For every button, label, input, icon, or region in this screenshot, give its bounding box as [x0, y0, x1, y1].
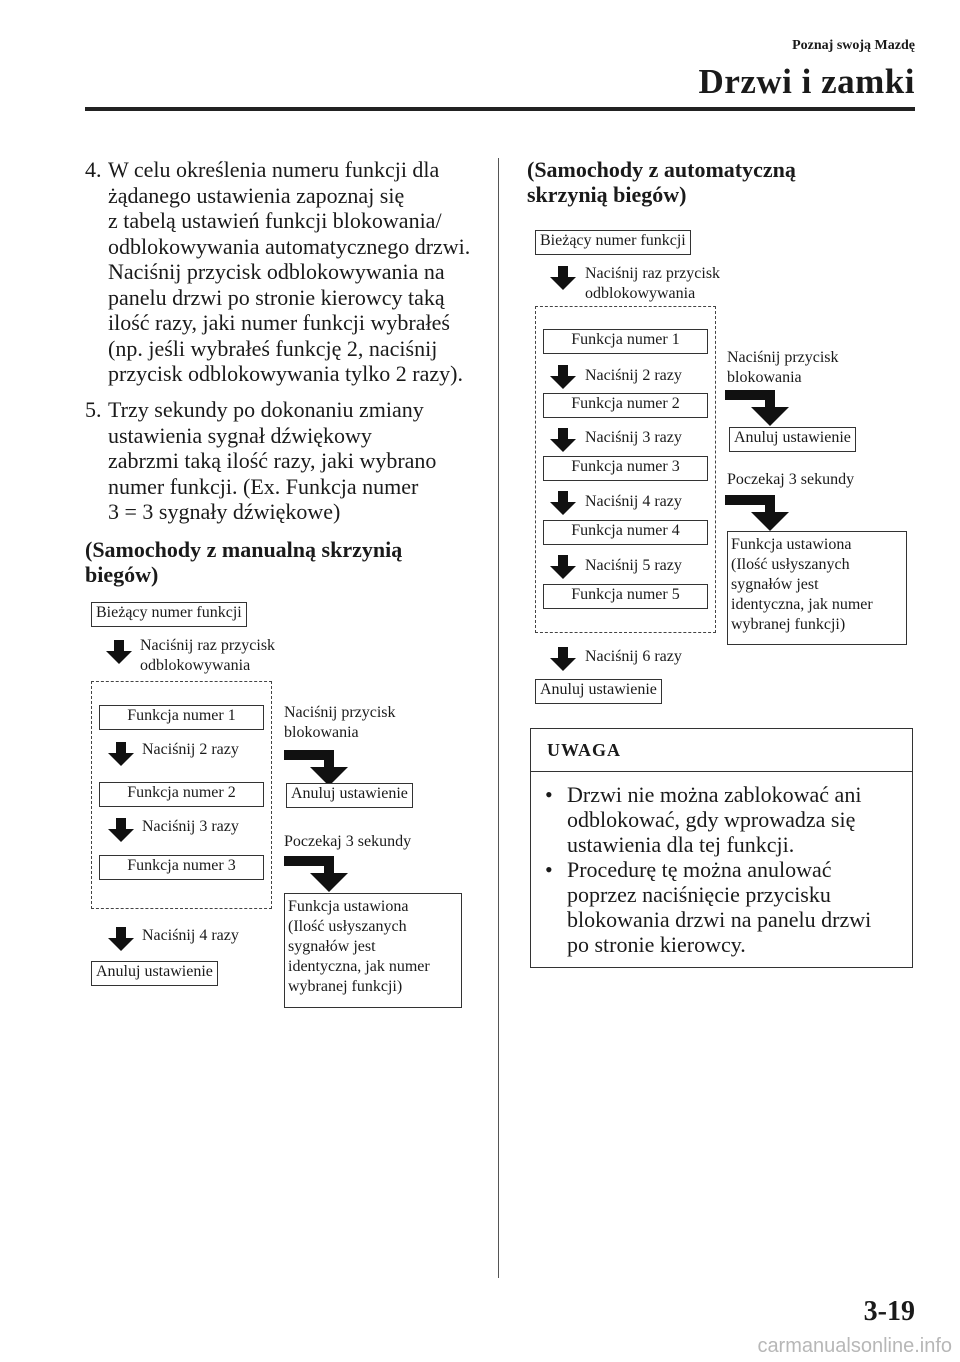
arrow-down-icon [108, 927, 134, 951]
manual-current-function-box: Bieżący numer funkcji [91, 602, 247, 627]
step-line: W celu określenia numeru funkcji dla [108, 157, 440, 182]
note-line: Drzwi nie można zablokować ani [567, 782, 862, 807]
auto-current-function-box: Bieżący numer funkcji [535, 230, 691, 255]
manual-press-2: Naciśnij 2 razy [142, 741, 239, 758]
auto-function-1-box: Funkcja numer 1 [543, 329, 708, 354]
label-line: Funkcja ustawiona [288, 898, 409, 915]
auto-wait-label: Poczekaj 3 sekundy [727, 471, 855, 488]
note-list [531, 772, 912, 957]
label-line: (Ilość usłyszanych [288, 918, 407, 935]
step-line: (np. jeśli wybrałeś funkcję 2, naciśnij [108, 335, 438, 361]
arrow-down-icon [550, 555, 576, 579]
bullet-icon: • [545, 857, 553, 882]
arrow-down-icon [108, 818, 134, 842]
label-line: odblokowywania [140, 657, 251, 674]
auto-press-3: Naciśnij 3 razy [585, 429, 682, 446]
auto-press-5: Naciśnij 5 razy [585, 557, 682, 574]
label-line: odblokowywania [585, 285, 696, 302]
arrow-down-icon [108, 742, 134, 766]
arrow-down-icon [550, 491, 576, 515]
heading-line: biegów) [85, 562, 159, 587]
page-number: 3-19 [863, 1296, 915, 1327]
auto-press-once [585, 264, 720, 304]
heading-line: (Samochody z automatyczną [527, 157, 796, 182]
note-item [531, 857, 912, 957]
label-line: wybranej funkcji) [731, 616, 846, 633]
elbow-arrow-icon [725, 487, 805, 531]
auto-function-set-box [727, 531, 907, 645]
manual-function-2-box: Funkcja numer 2 [99, 782, 264, 807]
step-number: 4. [85, 157, 102, 182]
manual-cancel-bottom-box: Anuluj ustawienie [91, 961, 218, 986]
heading-line: (Samochody z manualną skrzynią [85, 537, 403, 562]
step-line: panelu drzwi po stronie kierowcy taką [108, 284, 445, 310]
manual-wait-label: Poczekaj 3 sekundy [284, 833, 412, 850]
arrow-down-icon [106, 640, 132, 664]
label-line: identyczna, jak numer [288, 958, 430, 975]
step-line: przycisk odblokowywania tylko 2 razy). [108, 361, 463, 386]
step-line: 3 = 3 sygnały dźwiękowe) [108, 499, 341, 524]
step-line: odblokowywania automatycznego drzwi. [108, 233, 471, 259]
label-line: wybranej funkcji) [288, 978, 403, 995]
heading-line: skrzynią biegów) [527, 182, 687, 207]
step-line: Trzy sekundy po dokonaniu zmiany [108, 397, 424, 422]
label-line: blokowania [727, 369, 802, 386]
manual-press-once [140, 636, 275, 676]
label-line: Naciśnij przycisk [284, 704, 396, 721]
manual-function-set-box [284, 893, 462, 1008]
label-line: Naciśnij raz przycisk [140, 637, 276, 654]
step-line: zabrzmi taką ilość razy, jaki wybrano [108, 448, 437, 473]
manual-cancel-right-box: Anuluj ustawienie [286, 783, 413, 808]
arrow-down-icon [550, 365, 576, 389]
note-box [530, 728, 913, 968]
auto-press-6: Naciśnij 6 razy [585, 648, 682, 665]
step-line: z tabelą ustawień funkcji blokowania/ [108, 208, 442, 233]
note-line: odblokować, gdy wprowadza się [567, 807, 856, 832]
auto-function-2-box: Funkcja numer 2 [543, 393, 708, 418]
label-line: sygnałów jest [288, 938, 376, 955]
label-line: Naciśnij przycisk [727, 349, 839, 366]
label-line: Funkcja ustawiona [731, 536, 852, 553]
arrow-down-icon [550, 266, 576, 290]
step-line: numer funkcji. (Ex. Funkcja numer [108, 473, 419, 499]
manual-function-1-box: Funkcja numer 1 [99, 705, 264, 730]
step-line: Naciśnij przycisk odblokowywania na [108, 259, 445, 284]
elbow-arrow-icon [284, 742, 364, 786]
note-title: UWAGA [531, 729, 912, 772]
label-line: sygnałów jest [731, 576, 819, 593]
step-line: żądanego ustawienia zapoznaj się [108, 182, 405, 208]
label-line: blokowania [284, 724, 359, 741]
label-line: Naciśnij raz przycisk [585, 265, 721, 282]
page-title: Drzwi i zamki [698, 62, 915, 101]
manual-function-3-box: Funkcja numer 3 [99, 855, 264, 880]
auto-function-4-box: Funkcja numer 4 [543, 520, 708, 545]
manual-press-4: Naciśnij 4 razy [142, 927, 239, 944]
note-line: po stronie kierowcy. [567, 932, 746, 957]
watermark: carmanualsonline.info [757, 1335, 952, 1357]
note-line: Procedurę tę można anulować [567, 857, 832, 882]
step-5 [85, 397, 485, 525]
auto-cancel-bottom-box: Anuluj ustawienie [535, 679, 662, 704]
note-item [531, 782, 912, 857]
elbow-arrow-icon [725, 382, 805, 426]
column-divider [498, 158, 499, 1278]
auto-function-3-box: Funkcja numer 3 [543, 456, 708, 481]
auto-cancel-right-box: Anuluj ustawienie [729, 427, 856, 452]
step-number: 5. [85, 397, 102, 422]
header-rule [85, 107, 915, 111]
bullet-icon: • [545, 782, 553, 807]
note-line: ustawienia dla tej funkcji. [567, 832, 795, 857]
arrow-down-icon [550, 428, 576, 452]
manual-press-lock [284, 703, 396, 743]
auto-heading [527, 157, 796, 207]
label-line: (Ilość usłyszanych [731, 556, 850, 573]
note-line: blokowania drzwi na panelu drzwi [567, 907, 872, 932]
note-line: poprzez naciśnięcie przycisku [567, 882, 831, 907]
section-label: Poznaj swoją Mazdę [792, 38, 915, 53]
manual-press-3: Naciśnij 3 razy [142, 818, 239, 835]
elbow-arrow-icon [284, 848, 364, 892]
step-4 [85, 157, 485, 387]
arrow-down-icon [550, 647, 576, 671]
auto-press-4: Naciśnij 4 razy [585, 493, 682, 510]
auto-press-2: Naciśnij 2 razy [585, 367, 682, 384]
label-line: identyczna, jak numer [731, 596, 873, 613]
manual-heading [85, 537, 402, 587]
step-line: ilość razy, jaki numer funkcji wybrałeś [108, 310, 450, 335]
auto-function-5-box: Funkcja numer 5 [543, 584, 708, 609]
step-line: ustawienia sygnał dźwiękowy [108, 422, 372, 448]
